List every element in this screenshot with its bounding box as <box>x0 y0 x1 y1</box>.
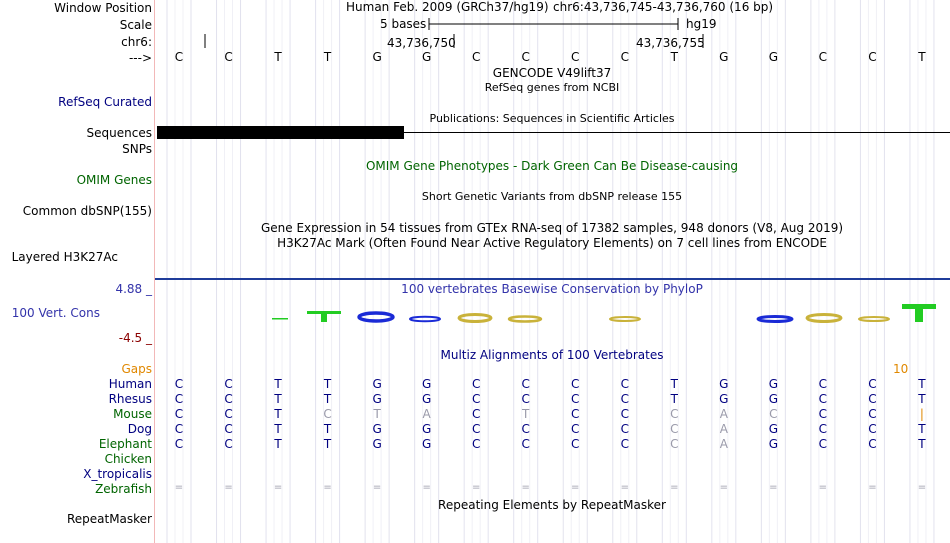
aligned-base: C <box>571 392 580 406</box>
scale-bar-text: 5 bases <box>380 17 427 31</box>
track-label-gaps: Gaps <box>121 362 152 376</box>
aligned-base: G <box>372 377 382 391</box>
aligned-base: = <box>422 482 431 493</box>
reference-base: G <box>719 50 729 64</box>
aligned-base: = <box>521 482 530 493</box>
aligned-base: C <box>224 392 233 406</box>
track-label-h3k27ac[interactable]: Layered H3K27Ac <box>11 250 118 264</box>
aligned-base: G <box>719 392 729 406</box>
aligned-base: C <box>571 437 580 451</box>
aligned-base: T <box>274 392 282 406</box>
aligned-base: C <box>521 437 530 451</box>
reference-base: T <box>323 50 332 64</box>
aligned-base: C <box>818 437 828 451</box>
reference-base: C <box>571 50 580 64</box>
window-position-label: Window Position <box>54 1 152 15</box>
reference-base: C <box>224 50 233 64</box>
h3k27ac-track-title: H3K27Ac Mark (Often Found Near Active Regulatory Elements) on 7 cell lines from ENCODE <box>277 236 827 250</box>
aligned-base: = <box>917 482 927 493</box>
aligned-base: G <box>372 392 382 406</box>
aligned-base: C <box>471 377 481 391</box>
aligned-base: G <box>719 377 729 391</box>
gtex-track-title: Gene Expression in 54 tissues from GTEx RNA-seq of 17382 samples, 948 donors (V8, Aug 2019) <box>260 221 844 235</box>
aligned-base: C <box>670 422 679 436</box>
aligned-base: T <box>323 377 332 391</box>
aligned-base: G <box>421 422 432 436</box>
aligned-base: = <box>670 482 679 493</box>
species-label-dog[interactable]: Dog <box>127 422 152 436</box>
aligned-base: C <box>323 407 332 421</box>
reference-base: C <box>471 50 481 64</box>
aligned-base: C <box>521 422 530 436</box>
aligned-base: C <box>521 377 530 391</box>
aligned-base: C <box>620 437 629 451</box>
repeatmasker-track-title: Repeating Elements by RepeatMasker <box>438 498 666 512</box>
strand-label: ---> <box>128 51 152 65</box>
aligned-base: G <box>768 392 779 406</box>
aligned-base: T <box>918 422 926 436</box>
ruler-label-left: 43,736,750 <box>387 36 456 50</box>
reference-base: G <box>372 50 382 64</box>
aligned-base: C <box>620 377 629 391</box>
omim-track-title: OMIM Gene Phenotypes - Dark Green Can Be Disease-causing <box>365 159 739 173</box>
aligned-base: T <box>918 377 926 391</box>
aligned-base: C <box>174 437 184 451</box>
publication-sequence-line <box>404 132 950 133</box>
aligned-base: = <box>273 482 283 493</box>
aligned-base: | <box>919 407 924 421</box>
aligned-base: C <box>868 437 877 451</box>
species-label-chicken[interactable]: Chicken <box>104 452 152 466</box>
dbsnp-track-title: Short Genetic Variants from dbSNP release 155 <box>421 190 683 203</box>
aligned-base: = <box>372 482 382 493</box>
reference-base: T <box>274 50 282 64</box>
aligned-base: C <box>670 407 679 421</box>
reference-base: G <box>421 50 432 64</box>
aligned-base: C <box>818 407 828 421</box>
aligned-base: C <box>521 392 530 406</box>
aligned-base: A <box>719 422 728 436</box>
species-label-x_tropicalis[interactable]: X_tropicalis <box>83 467 152 481</box>
aligned-base: T <box>323 392 332 406</box>
reference-base: C <box>620 50 629 64</box>
species-label-elephant[interactable]: Elephant <box>98 437 152 451</box>
aligned-base: C <box>224 422 233 436</box>
aligned-base: C <box>868 392 877 406</box>
aligned-base: T <box>373 407 381 421</box>
species-label-mouse[interactable]: Mouse <box>113 407 152 421</box>
aligned-base: A <box>719 437 728 451</box>
aligned-base: C <box>174 392 184 406</box>
aligned-base: C <box>818 422 828 436</box>
multiz-track-title: Multiz Alignments of 100 Vertebrates <box>440 348 664 362</box>
aligned-base: C <box>868 422 877 436</box>
aligned-base: T <box>323 422 332 436</box>
track-label-phylop[interactable]: 100 Vert. Cons <box>11 306 100 320</box>
aligned-base: C <box>174 422 184 436</box>
reference-base: G <box>768 50 779 64</box>
phylop-logo <box>155 296 950 330</box>
gaps-count: 10 <box>893 362 909 376</box>
aligned-base: G <box>421 437 432 451</box>
reference-base: C <box>521 50 530 64</box>
phylop-min-value: -4.5 _ <box>118 331 152 345</box>
reference-base: T <box>918 50 926 64</box>
track-label-dbsnp[interactable]: Common dbSNP(155) <box>22 204 152 218</box>
aligned-base: = <box>620 482 629 493</box>
aligned-base: C <box>620 407 629 421</box>
aligned-base: G <box>768 377 779 391</box>
chromosome-label: chr6: <box>121 35 152 49</box>
aligned-base: G <box>421 377 432 391</box>
species-label-zebrafish[interactable]: Zebrafish <box>95 482 152 496</box>
aligned-base: C <box>224 437 233 451</box>
reference-base: C <box>818 50 828 64</box>
aligned-base: T <box>670 377 678 391</box>
aligned-base: T <box>274 437 282 451</box>
aligned-base: A <box>719 407 728 421</box>
aligned-base: T <box>670 392 678 406</box>
track-group-divider <box>155 278 950 280</box>
track-label-snps[interactable]: SNPs <box>122 142 152 156</box>
label-panel-divider <box>154 0 155 543</box>
reference-base: C <box>868 50 877 64</box>
aligned-base: A <box>422 407 431 421</box>
aligned-base: T <box>323 437 332 451</box>
aligned-base: C <box>174 377 184 391</box>
aligned-base: C <box>224 407 233 421</box>
aligned-base: C <box>571 407 580 421</box>
aligned-base: = <box>224 482 233 493</box>
aligned-base: C <box>471 422 481 436</box>
refseq-track-subtitle: RefSeq genes from NCBI <box>484 81 620 94</box>
aligned-base: = <box>719 482 729 493</box>
aligned-base: = <box>323 482 332 493</box>
reference-base: T <box>670 50 678 64</box>
aligned-base: T <box>522 407 530 421</box>
track-label-repeatmasker[interactable]: RepeatMasker <box>66 512 152 526</box>
aligned-base: C <box>818 377 828 391</box>
aligned-base: = <box>471 482 481 493</box>
aligned-base: C <box>868 377 877 391</box>
aligned-base: = <box>818 482 828 493</box>
scale-label: Scale <box>119 18 152 32</box>
aligned-base: C <box>620 392 629 406</box>
scale-bar <box>428 16 680 32</box>
track-label-sequences[interactable]: Sequences <box>86 126 152 140</box>
position-text: chr6:43,736,745-43,736,760 (16 bp) <box>553 0 774 14</box>
species-label-rhesus[interactable]: Rhesus <box>108 392 152 406</box>
aligned-base: C <box>571 422 580 436</box>
aligned-base: = <box>769 482 778 493</box>
aligned-base: T <box>918 437 926 451</box>
aligned-base: G <box>421 392 432 406</box>
aligned-base: G <box>768 437 779 451</box>
aligned-base: T <box>274 407 282 421</box>
aligned-base: = <box>174 482 184 493</box>
aligned-base: C <box>224 377 233 391</box>
gencode-track-title: GENCODE V49lift37 <box>492 66 612 80</box>
aligned-base: C <box>868 407 877 421</box>
scale-assembly: hg19 <box>686 17 717 31</box>
aligned-base: G <box>372 422 382 436</box>
aligned-base: T <box>918 392 926 406</box>
aligned-base: C <box>174 407 184 421</box>
aligned-base: C <box>818 392 828 406</box>
aligned-base: C <box>769 407 778 421</box>
aligned-base: C <box>471 392 481 406</box>
aligned-base: C <box>471 437 481 451</box>
publication-sequence-block[interactable] <box>157 126 404 139</box>
track-label-refseq[interactable]: RefSeq Curated <box>58 95 152 109</box>
aligned-base: C <box>670 437 679 451</box>
aligned-base: G <box>768 422 779 436</box>
aligned-base: T <box>274 422 282 436</box>
aligned-base: C <box>471 407 481 421</box>
phylop-max-value: 4.88 _ <box>115 282 152 296</box>
aligned-base: T <box>274 377 282 391</box>
aligned-base: C <box>571 377 580 391</box>
phylop-track-title: 100 vertebrates Basewise Conservation by PhyloP <box>401 282 703 296</box>
aligned-base: G <box>372 437 382 451</box>
ruler-label-right: 43,736,755 <box>636 36 705 50</box>
aligned-base: C <box>620 422 629 436</box>
assembly-text: Human Feb. 2009 (GRCh37/hg19) <box>346 0 549 14</box>
aligned-base: = <box>868 482 877 493</box>
aligned-base: = <box>571 482 580 493</box>
publications-track-title: Publications: Sequences in Scientific Articles <box>429 112 675 125</box>
reference-base: C <box>174 50 184 64</box>
track-label-omim[interactable]: OMIM Genes <box>76 173 152 187</box>
species-label-human[interactable]: Human <box>108 377 152 391</box>
